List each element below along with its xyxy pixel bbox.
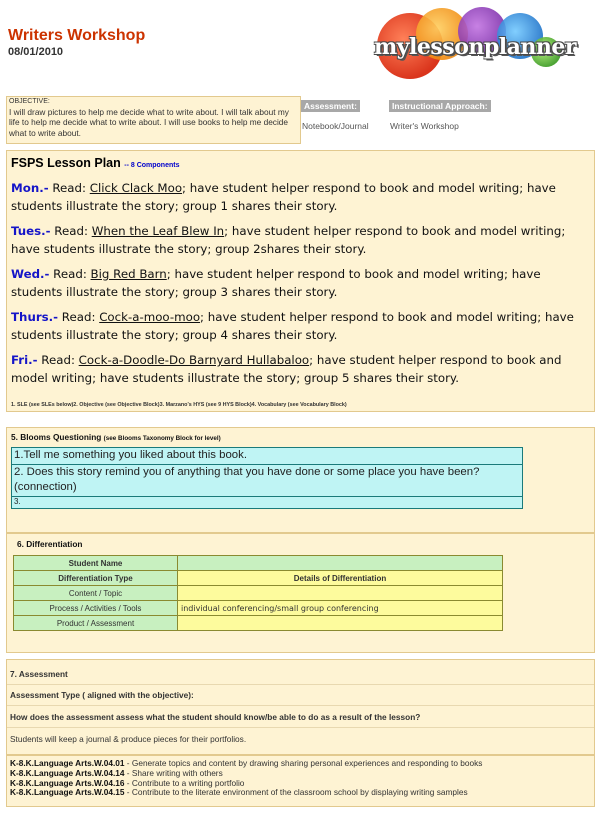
day-text: Read: [37, 353, 79, 367]
standard-code: K-8.K.Language Arts.W.04.16 [10, 777, 125, 788]
standard-code: K-8.K.Language Arts.W.04.14 [10, 767, 125, 778]
instructional-approach-tag: Instructional Approach: [389, 100, 491, 112]
student-name-label: Student Name [14, 556, 178, 571]
divider [7, 684, 594, 685]
blooms-questioning-panel [6, 427, 595, 533]
standard-text: - Contribute to the literate environment of the classroom school by displaying writing samples [124, 787, 468, 798]
components-link[interactable]: -- 8 Components [124, 162, 180, 169]
day-text: ; have student helper respond to book and model writing; have students illustrate the story; group 4 shares their story. [11, 310, 574, 342]
day-text: Read: [48, 181, 90, 195]
day-label: Mon.- [11, 181, 49, 195]
blooms-question-row: 1.Tell me something you liked about this book. [12, 448, 522, 465]
standard-code: K-8.K.Language Arts.W.04.15 [10, 787, 125, 798]
day-label: Fri.- [11, 353, 38, 367]
objective-box [6, 96, 301, 144]
blooms-questions-table [11, 447, 523, 509]
lesson-plan-panel [6, 150, 595, 412]
standard-text: - Share writing with others [124, 767, 223, 778]
book-title: Cock-a-moo-moo [99, 310, 201, 324]
standard-text: - Generate topics and content by drawing sharing personal experiences and responding to books [124, 758, 483, 768]
instructional-approach-value: Writer's Workshop [390, 121, 459, 131]
table-row [14, 586, 503, 601]
detail-cell [178, 586, 503, 601]
details-header: Details of Differentiation [178, 571, 503, 586]
book-title: When the Leaf Blew In [91, 224, 225, 238]
detail-cell [178, 616, 503, 631]
blooms-title-text: 5. Blooms Questioning [11, 432, 102, 442]
objective-text: I will draw pictures to help me decide what to write about. I will talk about my life to help me decide what to write about. I will use books to help me decide what to write about. [9, 107, 289, 138]
day-text: Read: [50, 224, 92, 238]
book-title: Big Red Barn [90, 267, 167, 281]
assessment-answer: Students will keep a journal & produce pieces for their portfolios. [10, 734, 247, 744]
day-entry-monday [11, 179, 595, 215]
table-row [14, 601, 503, 616]
day-text: ; have student helper respond to book and model writing; have students illustrate the story; group 3 shares their story. [11, 267, 541, 299]
standard-code: K-8.K.Language Arts.W.04.01 [10, 758, 125, 768]
divider [7, 727, 594, 728]
assessment-tag-value: Notebook/Journal [302, 121, 369, 131]
type-cell: Content / Topic [14, 586, 178, 601]
assessment-panel [6, 659, 595, 755]
differentiation-table [13, 555, 503, 631]
differentiation-title: 6. Differentiation [17, 539, 83, 549]
differentiation-type-header: Differentiation Type [14, 571, 178, 586]
table-row [14, 616, 503, 631]
day-label: Wed.- [11, 267, 50, 281]
book-title: Click Clack Moo [89, 181, 183, 195]
standard-item [10, 788, 591, 798]
assessment-tag: Assessment: [301, 100, 360, 112]
day-label: Tues.- [11, 224, 51, 238]
lesson-plan-title-text: FSPS Lesson Plan [11, 156, 121, 170]
detail-cell: individual conferencing/small group conferencing [178, 601, 503, 616]
day-text: ; have student helper respond to book and model writing; have students illustrate the story; group 5 shares their story. [11, 353, 562, 385]
day-text: Read: [49, 267, 91, 281]
divider [7, 705, 594, 706]
blooms-question-row: 2. Does this story remind you of anything that you have done or some place you have been?(connection) [12, 465, 522, 497]
assessment-type-label: Assessment Type ( aligned with the objective): [10, 690, 194, 700]
day-text: ; have student helper respond to book and model writing; have students illustrate the story; group 2shares their story. [11, 224, 566, 256]
objective-label: OBJECTIVE: [9, 98, 50, 105]
page-title: Writers Workshop [8, 27, 146, 44]
blooms-title [11, 432, 221, 442]
blooms-question-row: 3. [12, 497, 522, 508]
differentiation-panel [6, 533, 595, 653]
assessment-question: How does the assessment assess what the student should know/be able to do as a result of the lesson? [10, 712, 421, 722]
day-text: Read: [58, 310, 100, 324]
logo-text: mylessonplanner [374, 34, 576, 60]
day-entry-wednesday [11, 265, 595, 301]
lesson-date: 08/01/2010 [8, 46, 64, 58]
components-note: 1. SLE (see SLEs below)2. Objective (see Objective Block)3. Marzano's HYS (see 9 HYS Block)4. Vocabulary (see Vocabulary Block) [11, 402, 347, 408]
lesson-plan-title [11, 156, 179, 170]
day-entry-tuesday [11, 222, 595, 258]
type-cell: Process / Activities / Tools [14, 601, 178, 616]
standards-panel [6, 755, 595, 807]
day-entry-friday [11, 351, 595, 387]
student-name-cell [178, 556, 503, 571]
table-row [14, 571, 503, 586]
day-text: ; have student helper respond to book and model writing; have students illustrate the story; group 1 shares their story. [11, 181, 556, 213]
standard-text: - Contribute to a writing portfolio [124, 777, 245, 788]
assessment-title: 7. Assessment [10, 669, 68, 679]
day-entry-thursday [11, 308, 595, 344]
type-cell: Product / Assessment [14, 616, 178, 631]
table-row [14, 556, 503, 571]
day-label: Thurs.- [11, 310, 59, 324]
mylessonplanner-logo[interactable] [350, 6, 595, 80]
book-title: Cock-a-Doodle-Do Barnyard Hullabaloo [78, 353, 310, 367]
blooms-title-note: (see Blooms Taxonomy Block for level) [103, 435, 221, 442]
